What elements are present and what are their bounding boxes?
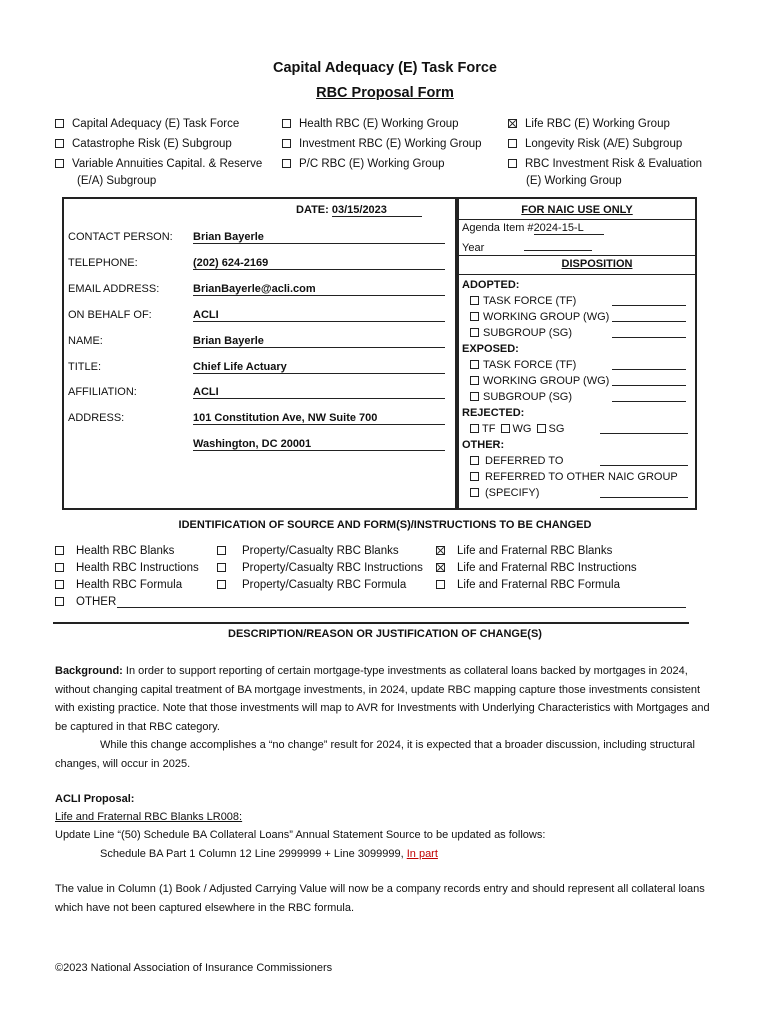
checkbox-icon[interactable]	[55, 597, 64, 606]
checkbox-icon[interactable]	[537, 424, 546, 433]
disposition-list	[462, 277, 692, 501]
checkbox-icon[interactable]	[470, 296, 479, 305]
year-value[interactable]	[524, 238, 592, 251]
address-line1-value[interactable]: 101 Constitution Ave, NW Suite 700	[193, 412, 445, 425]
update-line: Update Line “(50) Schedule BA Collateral Loans” Annual Statement Source to be updated as follows:	[55, 829, 546, 841]
source-checkbox-2[interactable]: Life and Fraternal RBC Blanks	[436, 545, 612, 557]
affiliation-label: AFFILIATION:	[68, 386, 137, 398]
second-paragraph: While this change accomplishes a “no change” result for 2024, it is expected that a broader discussion, including structural changes, will occur in 2025.	[55, 739, 695, 770]
address-line2-value[interactable]: Washington, DC 20001	[193, 438, 445, 451]
email-label: EMAIL ADDRESS:	[68, 283, 160, 295]
disposition-heading: DISPOSITION	[561, 258, 633, 270]
section-divider	[53, 622, 689, 624]
divider	[459, 274, 695, 275]
checked-checkbox-icon[interactable]	[508, 119, 517, 128]
background-text: In order to support reporting of certain mortgage-type investments as collateral loans backed by mortgages in 2024, without changing capital treatment of BA mortgage investments, in 2024, update RBC mapping capture those investments consistent with existing practice. Note that those investments will map to AVR for Investments with Underlying Characteristics with Mortgages and be captured in that RBC category.	[55, 665, 710, 733]
source-checkbox-6[interactable]: Health RBC Formula	[55, 579, 182, 591]
checkbox-icon[interactable]	[470, 376, 479, 385]
exposed-label: EXPOSED:	[462, 343, 519, 355]
name-value[interactable]: Brian Bayerle	[193, 335, 445, 348]
checkbox-icon[interactable]	[55, 563, 64, 572]
source-checkbox-other[interactable]: OTHER	[55, 596, 116, 608]
telephone-value[interactable]: (202) 624-2169	[193, 257, 445, 270]
in-part-text: In part	[406, 848, 438, 860]
title-label: TITLE:	[68, 361, 102, 373]
proposal-label: ACLI Proposal:	[55, 793, 135, 805]
final-paragraph: The value in Column (1) Book / Adjusted Carrying Value will now be a company records entry and should represent all collateral loans which have not been captured elsewhere in the RBC formula.	[55, 883, 705, 914]
checkbox-icon[interactable]	[55, 139, 64, 148]
checkbox-icon[interactable]	[55, 546, 64, 555]
source-checkbox-4[interactable]: Property/Casualty RBC Instructions	[217, 562, 423, 574]
date-value[interactable]: 03/15/2023	[332, 204, 422, 217]
group-label-continued: (E/A) Subgroup	[77, 175, 157, 187]
checkbox-icon[interactable]	[470, 312, 479, 321]
source-checkbox-0[interactable]: Health RBC Blanks	[55, 545, 174, 557]
checkbox-icon[interactable]	[470, 360, 479, 369]
checked-checkbox-icon[interactable]	[436, 563, 445, 572]
group-checkbox-5[interactable]: Longevity Risk (A/E) Subgroup	[508, 138, 682, 150]
on-behalf-of-value[interactable]: ACLI	[193, 309, 445, 322]
specify[interactable]: (SPECIFY)	[462, 485, 692, 501]
group-label-continued: (E) Working Group	[526, 175, 622, 187]
other-input[interactable]	[117, 607, 686, 608]
rejected-label: REJECTED:	[462, 407, 525, 419]
background-label: Background:	[55, 665, 123, 677]
other-label: OTHER:	[462, 439, 505, 451]
adopted-wg[interactable]: WORKING GROUP (WG)	[462, 309, 692, 325]
form-title: Capital Adequacy (E) Task Force	[272, 60, 497, 76]
agenda-item: Agenda Item #2024-15-L	[462, 222, 604, 235]
group-checkbox-2[interactable]: Life RBC (E) Working Group	[508, 118, 670, 130]
divider	[459, 219, 695, 220]
checkbox-icon[interactable]	[470, 472, 479, 481]
naic-heading: FOR NAIC USE ONLY	[521, 204, 633, 216]
background-paragraph	[55, 662, 715, 736]
identification-heading: IDENTIFICATION OF SOURCE AND FORM(S)/INSTRUCTIONS TO BE CHANGED	[178, 519, 592, 531]
group-checkbox-0[interactable]: Capital Adequacy (E) Task Force	[55, 118, 239, 130]
source-checkbox-5[interactable]: Life and Fraternal RBC Instructions	[436, 562, 637, 574]
adopted-tf[interactable]: TASK FORCE (TF)	[462, 293, 692, 309]
checkbox-icon[interactable]	[470, 488, 479, 497]
agenda-item-value[interactable]: 2024-15-L	[534, 222, 604, 235]
group-checkbox-6[interactable]: Variable Annuities Capital. & Reserve	[55, 158, 262, 170]
telephone-label: TELEPHONE:	[68, 257, 138, 269]
checkbox-icon[interactable]	[501, 424, 510, 433]
email-value[interactable]: BrianBayerle@acli.com	[193, 283, 445, 296]
address-label: ADDRESS:	[68, 412, 125, 424]
checkbox-icon[interactable]	[508, 159, 517, 168]
title-value[interactable]: Chief Life Actuary	[193, 361, 445, 374]
checkbox-icon[interactable]	[470, 456, 479, 465]
group-checkbox-8[interactable]: RBC Investment Risk & Evaluation	[508, 158, 702, 170]
on-behalf-of-label: ON BEHALF OF:	[68, 309, 152, 321]
group-checkbox-7[interactable]: P/C RBC (E) Working Group	[282, 158, 445, 170]
checkbox-icon[interactable]	[217, 563, 226, 572]
checkbox-icon[interactable]	[470, 392, 479, 401]
adopted-sg[interactable]: SUBGROUP (SG)	[462, 325, 692, 341]
contact-person-value[interactable]: Brian Bayerle	[193, 231, 445, 244]
schedule-line: Schedule BA Part 1 Column 12 Line 2999999 + Line 3099999, In part	[100, 848, 438, 860]
date-field: DATE: 03/15/2023	[296, 204, 422, 217]
blank-reference: Life and Fraternal RBC Blanks LR008:	[55, 811, 243, 823]
checkbox-icon[interactable]	[470, 424, 479, 433]
source-checkbox-8[interactable]: Life and Fraternal RBC Formula	[436, 579, 620, 591]
form-subtitle: RBC Proposal Form	[316, 85, 454, 101]
checkbox-icon[interactable]	[55, 580, 64, 589]
checkbox-icon[interactable]	[282, 119, 291, 128]
copyright: ©2023 National Association of Insurance Commissioners	[55, 962, 333, 974]
exposed-wg[interactable]: WORKING GROUP (WG)	[462, 373, 692, 389]
group-checkbox-1[interactable]: Health RBC (E) Working Group	[282, 118, 459, 130]
exposed-tf[interactable]: TASK FORCE (TF)	[462, 357, 692, 373]
checkbox-icon[interactable]	[217, 546, 226, 555]
affiliation-value[interactable]: ACLI	[193, 386, 445, 399]
year-field: Year	[462, 238, 592, 254]
checkbox-icon[interactable]	[282, 139, 291, 148]
deferred-to[interactable]: DEFERRED TO	[462, 453, 692, 469]
exposed-sg[interactable]: SUBGROUP (SG)	[462, 389, 692, 405]
source-checkbox-3[interactable]: Health RBC Instructions	[55, 562, 199, 574]
source-checkbox-1[interactable]: Property/Casualty RBC Blanks	[217, 545, 399, 557]
name-label: NAME:	[68, 335, 103, 347]
adopted-label: ADOPTED:	[462, 279, 520, 291]
checkbox-icon[interactable]	[436, 580, 445, 589]
divider	[459, 255, 695, 256]
group-checkbox-3[interactable]: Catastrophe Risk (E) Subgroup	[55, 138, 232, 150]
checkbox-icon[interactable]	[55, 159, 64, 168]
source-checkbox-7[interactable]: Property/Casualty RBC Formula	[217, 579, 406, 591]
referred-to[interactable]: REFERRED TO OTHER NAIC GROUP	[462, 469, 692, 485]
contact-person-label: CONTACT PERSON:	[68, 231, 173, 243]
rejected-options[interactable]: TF WG SG	[462, 421, 692, 437]
checkbox-icon[interactable]	[55, 119, 64, 128]
checkbox-icon[interactable]	[282, 159, 291, 168]
checked-checkbox-icon[interactable]	[436, 546, 445, 555]
group-checkbox-4[interactable]: Investment RBC (E) Working Group	[282, 138, 482, 150]
checkbox-icon[interactable]	[217, 580, 226, 589]
checkbox-icon[interactable]	[508, 139, 517, 148]
description-heading: DESCRIPTION/REASON OR JUSTIFICATION OF CHANGE(S)	[228, 628, 542, 640]
checkbox-icon[interactable]	[470, 328, 479, 337]
